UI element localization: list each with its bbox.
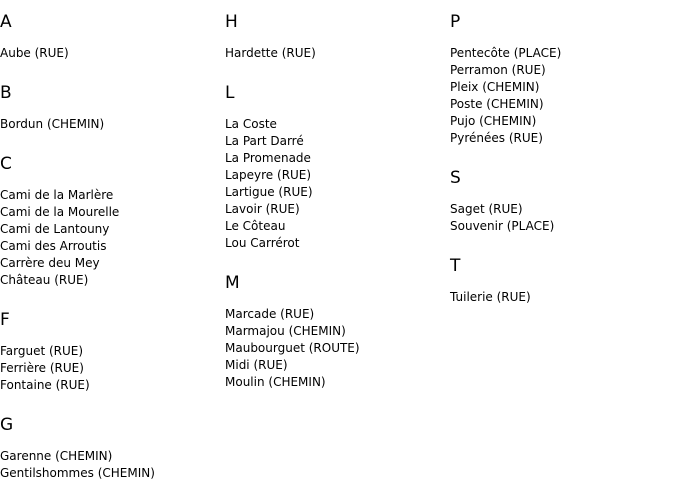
street-item[interactable]: Hardette (RUE) bbox=[225, 46, 316, 60]
section-letter: M bbox=[225, 273, 240, 293]
street-item[interactable]: Château (RUE) bbox=[0, 273, 89, 287]
street-list bbox=[0, 45, 225, 62]
street-item[interactable]: Poste (CHEMIN) bbox=[450, 97, 544, 111]
street-item[interactable]: Pyrénées (RUE) bbox=[450, 131, 543, 145]
street-item[interactable]: Gentilshommes (CHEMIN) bbox=[0, 466, 155, 480]
street-item[interactable]: Perramon (RUE) bbox=[450, 63, 546, 77]
section-letter: S bbox=[450, 168, 461, 188]
street-item[interactable]: Cami de la Marlère bbox=[0, 188, 114, 202]
street-item[interactable]: Ferrière (RUE) bbox=[0, 361, 84, 375]
street-item[interactable]: Pleix (CHEMIN) bbox=[450, 80, 540, 94]
street-item[interactable]: Carrère deu Mey bbox=[0, 256, 100, 270]
section-letter: H bbox=[225, 12, 238, 32]
street-item[interactable]: La Coste bbox=[225, 117, 277, 131]
letter-section-f bbox=[0, 310, 225, 394]
street-item[interactable]: Lavoir (RUE) bbox=[225, 202, 300, 216]
section-letter: T bbox=[450, 256, 461, 276]
section-letter: P bbox=[450, 12, 461, 32]
street-item[interactable]: La Part Darré bbox=[225, 134, 304, 148]
section-letter: G bbox=[0, 415, 14, 435]
street-item[interactable]: Midi (RUE) bbox=[225, 358, 288, 372]
street-item[interactable]: Le Côteau bbox=[225, 219, 286, 233]
letter-section-s bbox=[450, 168, 675, 235]
street-item[interactable]: Bordun (CHEMIN) bbox=[0, 117, 105, 131]
section-letter: L bbox=[225, 83, 235, 103]
street-list bbox=[450, 45, 675, 147]
letter-section-g bbox=[0, 415, 225, 482]
street-index-column-2 bbox=[225, 0, 450, 391]
section-letter: B bbox=[0, 83, 12, 103]
section-letter: A bbox=[0, 12, 12, 32]
letter-section-h bbox=[225, 12, 450, 62]
street-item[interactable]: Pentecôte (PLACE) bbox=[450, 46, 562, 60]
street-item[interactable]: Marmajou (CHEMIN) bbox=[225, 324, 346, 338]
street-index-column-3 bbox=[450, 0, 675, 306]
letter-section-t bbox=[450, 256, 675, 306]
street-list bbox=[225, 306, 450, 391]
street-item[interactable]: Lou Carrérot bbox=[225, 236, 300, 250]
letter-section-b bbox=[0, 83, 225, 133]
street-item[interactable]: Cami de Lantouny bbox=[0, 222, 110, 236]
street-item[interactable]: La Promenade bbox=[225, 151, 311, 165]
street-item[interactable]: Cami des Arroutis bbox=[0, 239, 107, 253]
street-item[interactable]: Garenne (CHEMIN) bbox=[0, 449, 113, 463]
street-list bbox=[0, 343, 225, 394]
street-index-column-1 bbox=[0, 0, 225, 482]
street-list bbox=[0, 448, 225, 482]
street-list bbox=[0, 116, 225, 133]
street-item[interactable]: Maubourguet (ROUTE) bbox=[225, 341, 360, 355]
letter-section-p bbox=[450, 12, 675, 147]
street-list bbox=[225, 45, 450, 62]
street-item[interactable]: Tuilerie (RUE) bbox=[450, 290, 531, 304]
street-item[interactable]: Cami de la Mourelle bbox=[0, 205, 120, 219]
street-item[interactable]: Lartigue (RUE) bbox=[225, 185, 313, 199]
street-item[interactable]: Souvenir (PLACE) bbox=[450, 219, 555, 233]
street-item[interactable]: Lapeyre (RUE) bbox=[225, 168, 312, 182]
street-item[interactable]: Pujo (CHEMIN) bbox=[450, 114, 537, 128]
street-list bbox=[450, 289, 675, 306]
section-letter: F bbox=[0, 310, 10, 330]
street-item[interactable]: Moulin (CHEMIN) bbox=[225, 375, 326, 389]
section-letter: C bbox=[0, 154, 12, 174]
street-list bbox=[450, 201, 675, 235]
letter-section-c bbox=[0, 154, 225, 289]
street-item[interactable]: Marcade (RUE) bbox=[225, 307, 315, 321]
street-list bbox=[225, 116, 450, 252]
letter-section-m bbox=[225, 273, 450, 391]
street-list bbox=[0, 187, 225, 289]
letter-section-a bbox=[0, 12, 225, 62]
street-item[interactable]: Saget (RUE) bbox=[450, 202, 523, 216]
street-item[interactable]: Farguet (RUE) bbox=[0, 344, 84, 358]
street-item[interactable]: Fontaine (RUE) bbox=[0, 378, 90, 392]
letter-section-l bbox=[225, 83, 450, 252]
street-item[interactable]: Aube (RUE) bbox=[0, 46, 69, 60]
